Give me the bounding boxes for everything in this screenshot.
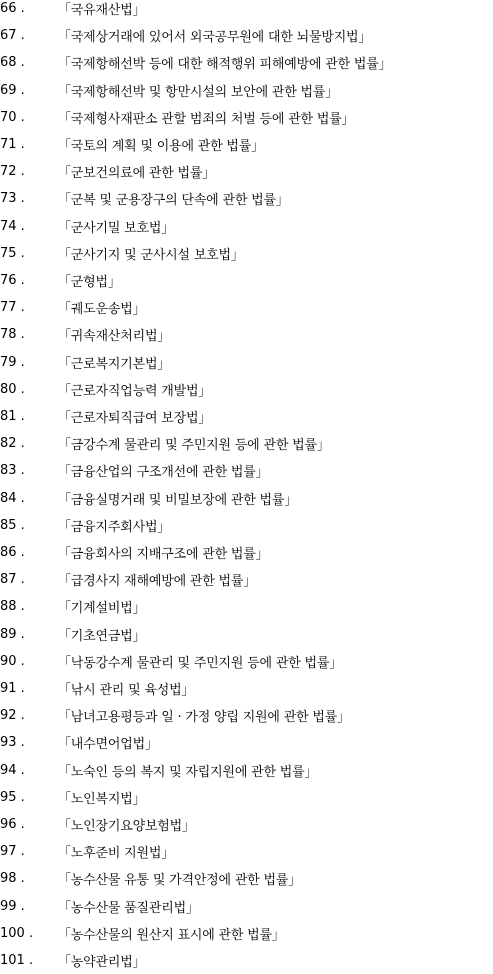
law-title: 「노후준비 지원법」 (58, 846, 175, 862)
item-number: 91 . (0, 681, 25, 697)
law-title: 「금융실명거래 및 비밀보장에 관한 법률」 (58, 492, 298, 508)
law-title: 「국토의 계획 및 이용에 관한 법률」 (58, 139, 264, 155)
list-item (0, 512, 493, 539)
item-number: 98 . (0, 871, 25, 887)
law-title: 「금강수계 물관리 및 주민지원 등에 관한 법률」 (58, 438, 330, 454)
law-title: 「국유재산법」 (58, 3, 146, 19)
list-item (0, 838, 493, 865)
list-item (0, 893, 493, 920)
item-number: 100 . (0, 925, 34, 941)
list-item (0, 185, 493, 212)
law-title: 「국제항해선박 등에 대한 해적행위 피해예방에 관한 법률」 (58, 57, 392, 73)
list-item (0, 349, 493, 376)
law-title: 「금융산업의 구조개선에 관한 법률」 (58, 465, 269, 481)
item-number: 101 . (0, 953, 34, 969)
law-title: 「금융회사의 지배구조에 관한 법률」 (58, 547, 269, 563)
list-item (0, 376, 493, 403)
item-number: 93 . (0, 735, 25, 751)
item-number: 95 . (0, 789, 25, 805)
list-item (0, 593, 493, 620)
item-number: 71 . (0, 137, 25, 153)
law-title: 「군보건의료에 관한 법률」 (58, 166, 216, 182)
law-title: 「농수산물 유통 및 가격안정에 관한 법률」 (58, 873, 301, 889)
item-number: 89 . (0, 626, 25, 642)
list-item (0, 457, 493, 484)
list-item (0, 784, 493, 811)
list-item (0, 213, 493, 240)
item-number: 77 . (0, 300, 25, 316)
law-title: 「기계설비법」 (58, 601, 146, 617)
list-item (0, 267, 493, 294)
list-item (0, 104, 493, 131)
item-number: 67 . (0, 28, 25, 44)
law-title: 「군형법」 (58, 275, 121, 291)
item-number: 83 . (0, 463, 25, 479)
item-number: 99 . (0, 898, 25, 914)
list-item (0, 702, 493, 729)
item-number: 97 . (0, 844, 25, 860)
list-item (0, 485, 493, 512)
item-number: 75 . (0, 245, 25, 261)
item-number: 87 . (0, 572, 25, 588)
item-number: 82 . (0, 436, 25, 452)
item-number: 70 . (0, 109, 25, 125)
list-item (0, 131, 493, 158)
law-title: 「급경사지 재해예방에 관한 법률」 (58, 574, 257, 590)
list-item (0, 621, 493, 648)
law-title: 「국제형사재판소 관할 범죄의 처벌 등에 관한 법률」 (58, 111, 355, 127)
law-title: 「근로자직업능력 개발법」 (58, 383, 212, 399)
item-number: 84 . (0, 490, 25, 506)
law-title: 「귀속재산처리법」 (58, 329, 171, 345)
item-number: 96 . (0, 817, 25, 833)
law-title: 「기초연금법」 (58, 628, 146, 644)
law-title: 「남녀고용평등과 일 · 가정 양립 지원에 관한 법률」 (58, 710, 350, 726)
item-number: 92 . (0, 708, 25, 724)
law-title: 「국제상거래에 있어서 외국공무원에 대한 뇌물방지법」 (58, 30, 372, 46)
item-number: 94 . (0, 762, 25, 778)
law-title: 「내수면어업법」 (58, 737, 158, 753)
law-title: 「근로복지기본법」 (58, 356, 171, 372)
law-title: 「농약관리법」 (58, 955, 146, 971)
law-title: 「낚시 관리 및 육성법」 (58, 683, 195, 699)
law-title: 「국제항해선박 및 항만시설의 보안에 관한 법률」 (58, 84, 339, 100)
law-title: 「궤도운송법」 (58, 302, 146, 318)
list-item (0, 675, 493, 702)
law-title: 「노인복지법」 (58, 791, 146, 807)
list-item (0, 0, 493, 22)
law-title: 「농수산물 품질관리법」 (58, 900, 199, 916)
item-number: 66 . (0, 1, 25, 17)
law-title: 「군복 및 군용장구의 단속에 관한 법률」 (58, 193, 289, 209)
list-item (0, 539, 493, 566)
list-item (0, 430, 493, 457)
list-item (0, 648, 493, 675)
item-number: 90 . (0, 653, 25, 669)
list-item (0, 321, 493, 348)
law-title: 「군사기지 및 군사시설 보호법」 (58, 247, 244, 263)
law-title: 「근로자퇴직급여 보장법」 (58, 411, 212, 427)
list-item (0, 158, 493, 185)
item-number: 69 . (0, 82, 25, 98)
item-number: 76 . (0, 273, 25, 289)
list-item (0, 865, 493, 892)
item-number: 86 . (0, 545, 25, 561)
list-item (0, 947, 493, 974)
item-number: 88 . (0, 599, 25, 615)
list-item (0, 729, 493, 756)
law-title: 「낙동강수계 물관리 및 주민지원 등에 관한 법률」 (58, 655, 342, 671)
law-title: 「금융지주회사법」 (58, 519, 171, 535)
list-item (0, 294, 493, 321)
item-number: 81 . (0, 409, 25, 425)
list-item (0, 77, 493, 104)
item-number: 78 . (0, 327, 25, 343)
item-number: 85 . (0, 517, 25, 533)
list-item (0, 566, 493, 593)
list-item (0, 757, 493, 784)
list-item (0, 920, 493, 947)
list-item (0, 403, 493, 430)
item-number: 72 . (0, 164, 25, 180)
law-title: 「농수산물의 원산지 표시에 관한 법률」 (58, 927, 285, 943)
list-item (0, 811, 493, 838)
item-number: 79 . (0, 354, 25, 370)
item-number: 74 . (0, 218, 25, 234)
list-item (0, 49, 493, 76)
law-title: 「노인장기요양보험법」 (58, 819, 195, 835)
law-title: 「노숙인 등의 복지 및 자립지원에 관한 법률」 (58, 764, 318, 780)
item-number: 80 . (0, 381, 25, 397)
list-item (0, 22, 493, 49)
item-number: 68 . (0, 55, 25, 71)
item-number: 73 . (0, 191, 25, 207)
list-item (0, 240, 493, 267)
law-title: 「군사기밀 보호법」 (58, 220, 175, 236)
